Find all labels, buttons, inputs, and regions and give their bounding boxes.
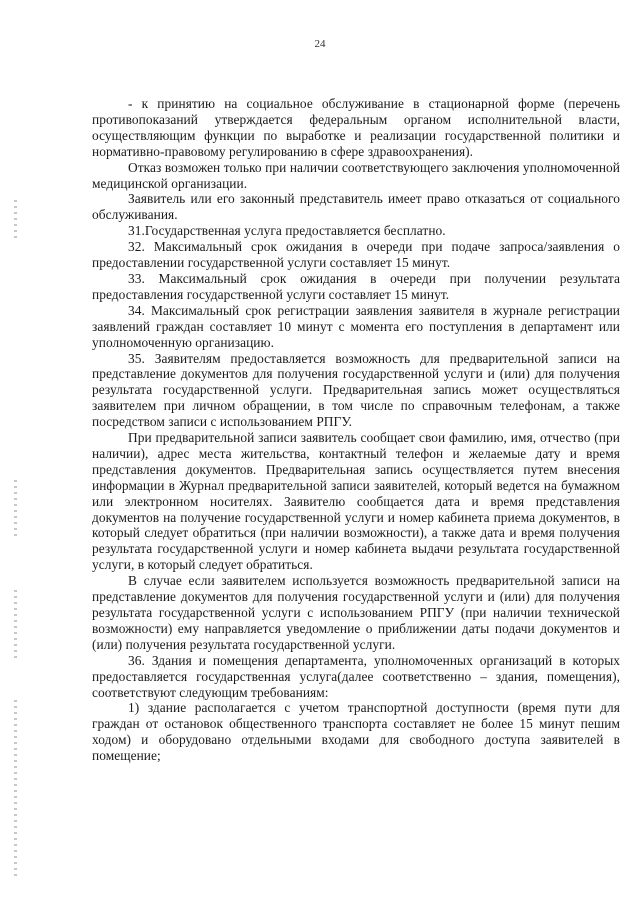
- paragraph-36: 36. Здания и помещения департамента, уполномоченных организаций в которых предоставляется государственная услуга(далее соответственно – здания, помещения), соответствуют следующим требованиям:: [92, 652, 620, 700]
- margin-scan-marks: [14, 590, 17, 660]
- paragraph-preregistration: При предварительной записи заявитель сообщает свои фамилию, имя, отчество (при наличии), адрес места жительства, контактный телефон и желаемые дату и время представления документов. Предварительная запись осуществляется путем внесения информации в Журнал предварительной записи заявителей, который ведется на бумажном или электронном носителях. Заявителю сообщается дата и время представления документов на получение государственной услуги и номер кабинета приема документов, в который следует обратиться (при наличии возможности), а также дата и время получения результата государственной услуги и номер кабинета выдачи результата государственной услуги, в который следует обратиться.: [92, 430, 620, 573]
- margin-scan-marks: [14, 200, 17, 240]
- page-number: 24: [314, 38, 326, 50]
- margin-scan-marks: [14, 700, 17, 880]
- paragraph-notification: В случае если заявителем используется возможность предварительной записи на представление документов для получения государственной услуги и (или) для получения результата государственной услуги с использованием РПГУ (при наличии технической возможности) ему направляется уведомление о приближении даты подачи документов и (или) получения результата государственной услуги.: [92, 573, 620, 652]
- paragraph-contraindications: - к принятию на социальное обслуживание в стационарной форме (перечень противопоказаний утверждается федеральным органом исполнительной власти, осуществляющим функции по выработке и реализации государственной политики и нормативно-правовому регулированию в сфере здравоохранения).: [92, 96, 620, 159]
- paragraph-35: 35. Заявителям предоставляется возможность для предварительной записи на представление документов для получения государственной услуги и (или) для получения результата государственной услуги. Предварительная запись может осуществляться заявителем при личном обращении, в том числе по справочным телефонам, а также посредством записи с использованием РПГУ.: [92, 350, 620, 430]
- paragraph-33: 33. Максимальный срок ожидания в очереди при получении результата предоставления государственной услуги составляет 15 минут.: [92, 270, 620, 302]
- paragraph-applicant-right: Заявитель или его законный представитель имеет право отказаться от социального обслуживания.: [92, 191, 620, 223]
- document-body: [92, 96, 620, 764]
- paragraph-36-item-1: 1) здание располагается с учетом транспортной доступности (время пути для граждан от остановок общественного транспорта составляет не более 15 минут пешим ходом) и оборудовано отдельными входами для свободного доступа заявителей в помещение;: [92, 700, 620, 764]
- paragraph-34: 34. Максимальный срок регистрации заявления заявителя в журнале регистрации заявлений граждан составляет 10 минут с момента его поступления в департамент или уполномоченную организацию.: [92, 302, 620, 350]
- paragraph-31: 31.Государственная услуга предоставляется бесплатно.: [128, 223, 446, 239]
- paragraph-32: 32. Максимальный срок ожидания в очереди при подаче запроса/заявления о предоставлении государственной услуги составляет 15 минут.: [92, 239, 620, 271]
- paragraph-refusal: Отказ возможен только при наличии соответствующего заключения уполномоченной медицинской организации.: [92, 159, 620, 191]
- margin-scan-marks: [14, 480, 17, 540]
